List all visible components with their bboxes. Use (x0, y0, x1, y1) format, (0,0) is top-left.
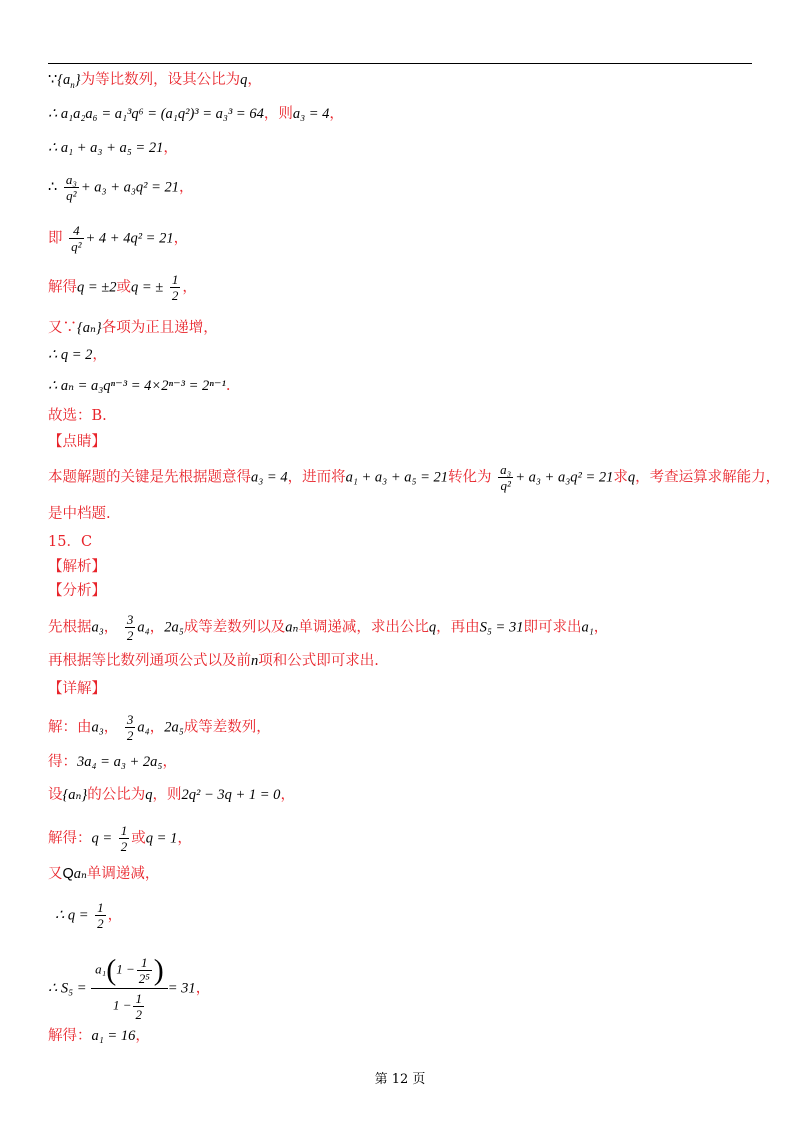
fraction (69, 223, 83, 254)
detail-line-6 (55, 900, 122, 931)
fraction (133, 991, 144, 1022)
solution-line-5 (48, 223, 188, 254)
question-number: 15．C (48, 534, 93, 550)
math-expression: q = ±2 (77, 279, 117, 296)
math-expression: a₃ (91, 619, 104, 636)
fraction-numerator: 1 (120, 823, 128, 838)
fraction-numerator: 1 (135, 991, 142, 1006)
math-expression: a₄ (137, 719, 150, 736)
math-expression: 2q² − 3q + 1 = 0 (181, 787, 281, 803)
math-expression: ∴ q = (55, 907, 89, 924)
punctuation: ， (107, 907, 123, 924)
fraction-numerator: a₃ (65, 172, 77, 187)
line-text: 单调递减，求出公比 (298, 619, 429, 636)
line-text: 设 (48, 787, 63, 803)
math-expression: aₙ (285, 619, 299, 636)
line-text: ，则 (263, 106, 293, 122)
math-expression: + 4 + 4q² = 21 (85, 230, 174, 247)
math-expression: S₅ = 31 (479, 619, 524, 636)
header-rule (48, 63, 752, 64)
line-text: 成等差数列， (183, 719, 271, 736)
fraction-denominator: 2 (171, 288, 179, 303)
math-expression: a₃ (91, 719, 104, 736)
fraction-numerator: 1 (141, 955, 148, 970)
line-text: 即可求出 (523, 619, 582, 636)
fraction (95, 900, 106, 931)
line-text: 项和公式即可求出. (258, 653, 379, 669)
math-expression: + a₃ + a₃q² = 21 (80, 179, 180, 196)
solution-line-4 (48, 172, 194, 203)
solution-line-9 (48, 376, 230, 396)
line-text: 本题解题的关键是先根据题意得 (48, 469, 251, 486)
detail-line-1 (48, 712, 271, 743)
math-expression: 1 − (112, 997, 132, 1013)
fraction (119, 823, 130, 854)
fraction-denominator: q² (498, 477, 513, 493)
math-expression: ∴ a₁a₂a₆ = a₁³q⁶ = (a₁q²)³ = a₃³ = 64 (48, 106, 264, 122)
fraction-numerator: a₃ (500, 462, 512, 477)
line-text: 再根据等比数列通项公式以及前 (48, 653, 251, 669)
math-expression: a₁ (581, 619, 594, 636)
fraction-denominator: q² (64, 187, 79, 203)
math-expression: q = 1 (145, 830, 178, 847)
punctuation: ， (162, 754, 177, 770)
fraction (64, 172, 79, 203)
fraction-denominator: 2 (97, 916, 104, 931)
section-heading-analysis: 【解析】 (48, 559, 106, 575)
line-text: 即 (48, 230, 63, 247)
detail-line-8 (48, 1026, 150, 1046)
line-text: 解：由 (48, 719, 92, 736)
because-symbol: ∵ (48, 72, 58, 88)
math-expression: a₃ = 4 (292, 106, 330, 122)
line-text: 为等比数列，设其公比为 (80, 72, 241, 88)
analysis-line-2 (48, 651, 379, 671)
math-expression: a₁ = 16 (91, 1028, 136, 1044)
line-text: ，进而将 (287, 469, 346, 486)
punctuation: ， (177, 830, 192, 847)
punctuation: ， (179, 179, 194, 196)
right-paren: ) (153, 953, 164, 987)
math-expression: a₃ = 4 (251, 469, 288, 486)
compound-fraction (91, 955, 168, 1022)
punctuation: ， (103, 719, 119, 736)
line-text: 的公比为 (87, 787, 146, 803)
fraction-numerator: 1 (97, 900, 104, 915)
compound-numerator (91, 955, 168, 988)
left-paren: ( (106, 953, 117, 987)
line-text: 又 (48, 866, 63, 882)
section-heading-detail: 【详解】 (48, 681, 106, 697)
math-expression: a₁ + a₃ + a₅ = 21 (345, 469, 449, 486)
solution-line-8 (48, 345, 107, 365)
stray-q-symbol: Q (62, 866, 74, 882)
math-expression: + a₃ + a₃q² = 21 (515, 469, 614, 486)
math-expression: ∴ S₅ = (48, 980, 87, 997)
math-expression: 2a₅ (164, 719, 184, 736)
ratio-symbol: q (145, 787, 153, 803)
math-expression: a₄ (137, 619, 150, 636)
line-text: 或 (131, 830, 146, 847)
fraction (125, 712, 136, 743)
comment-line-1 (48, 462, 780, 493)
fraction-denominator: 2 (120, 839, 128, 854)
math-expression: ∴ aₙ = a₃qⁿ⁻³ = 4×2ⁿ⁻³ = 2ⁿ⁻¹ (48, 378, 226, 394)
line-text: ，则 (152, 787, 182, 803)
line-text: 解得： (48, 830, 92, 847)
therefore-symbol: ∴ (48, 179, 58, 196)
line-text: 解得： (48, 1028, 92, 1044)
ratio-symbol: q (240, 72, 248, 88)
punctuation: ， (329, 106, 344, 122)
solution-line-2 (48, 104, 344, 124)
n-symbol: n (251, 653, 259, 669)
fraction-numerator: 3 (126, 612, 134, 627)
math-expression: q = (91, 830, 113, 847)
fraction-denominator: 2 (126, 628, 134, 643)
math-expression: 2a₅ (164, 619, 184, 636)
analysis-line-1 (48, 612, 608, 643)
fraction (137, 955, 152, 986)
page-number: 第 12 页 (374, 1072, 426, 1087)
fraction (125, 612, 136, 643)
sequence-symbol: {aₙ} (62, 787, 88, 803)
fraction-denominator: 2⁵ (138, 971, 150, 986)
ratio-symbol: q (428, 619, 437, 636)
punctuation: ， (247, 72, 262, 88)
punctuation: ， (173, 230, 189, 247)
math-expression: ∴ q = 2 (48, 347, 93, 363)
math-expression: ∴ a₁ + a₃ + a₅ = 21 (48, 140, 164, 156)
line-text: 转化为 (448, 469, 492, 486)
line-text: ，考查运算求解能力， (635, 469, 781, 486)
math-expression: 1 − (116, 961, 135, 977)
section-heading-comment: 【点睛】 (48, 434, 106, 450)
fraction (498, 462, 513, 493)
punctuation: ， (149, 619, 165, 636)
line-text: 成等差数列以及 (183, 619, 286, 636)
fraction-denominator: 2 (135, 1007, 142, 1022)
line-text: 又∵ (48, 320, 77, 336)
fraction-denominator: 2 (126, 728, 134, 743)
punctuation: ， (280, 787, 295, 803)
line-text: 解得 (48, 279, 77, 296)
punctuation: ， (195, 980, 211, 997)
punctuation: . (225, 378, 231, 394)
detail-line-5 (48, 864, 159, 884)
solution-line-6 (48, 272, 197, 303)
detail-line-3 (48, 785, 295, 805)
line-text: 各项为正且递增， (101, 320, 218, 336)
ratio-symbol: q (627, 469, 636, 486)
line-text: 单调递减， (86, 866, 160, 882)
punctuation: ， (593, 619, 609, 636)
math-expression: q = ± (131, 279, 164, 296)
fraction-numerator: 3 (126, 712, 134, 727)
math-expression: a₁ (95, 961, 107, 977)
punctuation: ， (182, 279, 197, 296)
fraction (170, 272, 181, 303)
sequence-symbol: {a (57, 72, 71, 88)
sequence-subscript: n (70, 79, 75, 90)
solution-line-3 (48, 138, 178, 158)
line-text: ，再由 (436, 619, 480, 636)
punctuation: ， (163, 140, 178, 156)
fraction-numerator: 4 (73, 223, 80, 238)
compound-denominator (91, 988, 168, 1022)
answer-choice: 故选：B. (48, 408, 107, 424)
punctuation: ， (103, 619, 119, 636)
punctuation: ， (149, 719, 165, 736)
line-text: 先根据 (48, 619, 92, 636)
math-expression: aₙ (73, 866, 87, 882)
punctuation: ， (135, 1028, 150, 1044)
line-text: 得： (48, 754, 77, 770)
comment-line-2: 是中档题. (48, 506, 111, 522)
section-heading-breakdown: 【分析】 (48, 583, 106, 599)
math-expression: 3a₄ = a₃ + 2a₅ (77, 754, 163, 770)
line-text: 或 (116, 279, 131, 296)
detail-line-2 (48, 752, 177, 772)
sequence-symbol: {aₙ} (77, 320, 102, 336)
solution-line-1 (48, 70, 262, 90)
detail-line-4 (48, 823, 192, 854)
line-text: 求 (613, 469, 628, 486)
solution-line-7 (48, 318, 218, 338)
math-expression: = 31 (167, 980, 196, 997)
sequence-brace: } (74, 72, 81, 88)
fraction-denominator: q² (71, 239, 82, 254)
detail-line-7 (48, 955, 210, 1022)
fraction-numerator: 1 (171, 272, 179, 287)
punctuation: ， (92, 347, 107, 363)
